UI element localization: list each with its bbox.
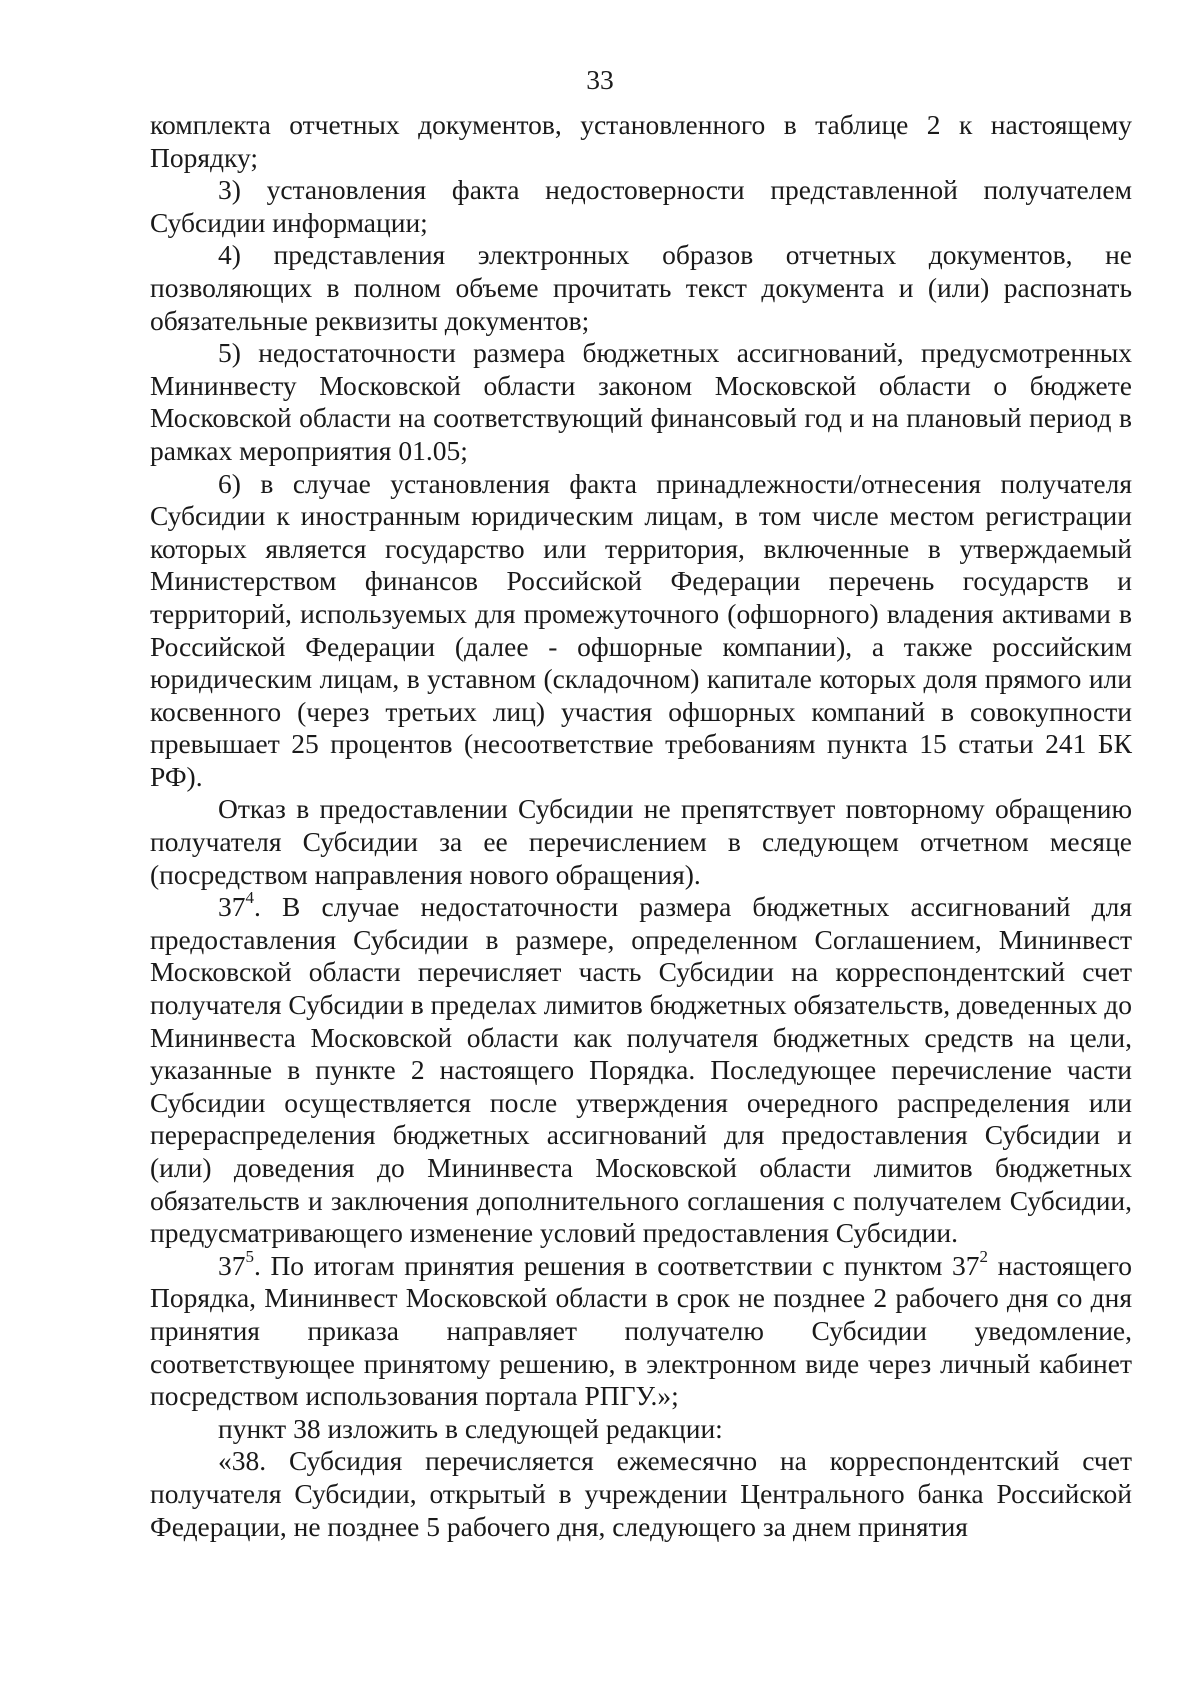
paragraph-amendment-intro: пункт 38 изложить в следующей редакции:: [218, 1412, 723, 1444]
paragraph-refusal: Отказ в предоставлении Субсидии не препятствует повторному обращению получателя Субсидии за ее перечислением в следующем отчетном месяце (посредством направления нового обращения).: [150, 793, 1132, 890]
paragraph-clause-38: «38. Субсидия перечисляется ежемесячно на корреспондентский счет получателя Субсидии, открытый в учреждении Центрального банка Российской Федерации, не позднее 5 рабочего дня, следующего за днем принятия: [150, 1445, 1132, 1542]
paragraph-item-5: 5) недостаточности размера бюджетных ассигнований, предусмотренных Мининвесту Московской области законом Московской области о бюджете Московской области на соответствующий финансовый год и на плановый период в рамках мероприятия 01.05;: [150, 337, 1132, 466]
clause-text-tail: настоящего Порядка, Мининвест Московской области в срок не позднее 2 рабочего дня со дня принятия приказа направляет получателю Субсидии уведомление, соответствующее принятому решению, в электронном виде через личный кабинет посредством использования портала РПГУ.»;: [150, 1249, 1133, 1412]
clause-number: 37: [218, 1249, 246, 1281]
clause-text: . В случае недостаточности размера бюджетных ассигнований для предоставления Субсидии в размере, определенном Соглашением, Мининвест Московской области перечисляет часть Субсидии на корреспондентский счет получателя Субсидии в пределах лимитов бюджетных обязательств, доведенных до Мининвеста Московской области как получателя бюджетных средств на цели, указанные в пункте 2 настоящего Порядка. Последующее перечисление части Субсидии осуществляется после утверждения очередного распределения или перераспределения бюджетных ассигнований для предоставления Субсидии и (или) доведения до Мининвеста Московской области лимитов бюджетных обязательств и заключения дополнительного соглашения с получателем Субсидии, предусматривающего изменение условий предоставления Субсидии.: [150, 891, 1132, 1249]
page-number: 33: [586, 64, 614, 95]
paragraph-item-4: 4) представления электронных образов отчетных документов, не позволяющих в полном объеме прочитать текст документа и (или) распознать обязательные реквизиты документов;: [150, 239, 1132, 336]
clause-text: . По итогам принятия решения в соответствии с пунктом 37: [254, 1249, 980, 1281]
paragraph-continuation: комплекта отчетных документов, установленного в таблице 2 к настоящему Порядку;: [150, 109, 1132, 173]
reference-superscript: 2: [979, 1246, 989, 1266]
clause-superscript: 5: [245, 1246, 254, 1266]
document-body: [150, 109, 1132, 1543]
clause-number: 37: [218, 891, 246, 923]
paragraph-item-6: 6) в случае установления факта принадлежности/отнесения получателя Субсидии к иностранным юридическим лицам, в том числе местом регистрации которых является государство или территория, включенные в утверждаемый Министерством финансов Российской Федерации перечень государств и территорий, используемых для промежуточного (офшорного) владения активами в Российской Федерации (далее - офшорные компании), а также российским юридическим лицам, в уставном (складочном) капитале которых доля прямого или косвенного (через третьих лиц) участия офшорных компаний в совокупности превышает 25 процентов (несоответствие требованиям пункта 15 статьи 241 БК РФ).: [150, 467, 1132, 792]
paragraph-clause-37-5: [150, 1246, 1133, 1413]
paragraph-item-3: 3) установления факта недостоверности представленной получателем Субсидии информации;: [150, 174, 1132, 238]
clause-superscript: 4: [245, 888, 254, 908]
paragraph-clause-37-4: [150, 888, 1132, 1250]
